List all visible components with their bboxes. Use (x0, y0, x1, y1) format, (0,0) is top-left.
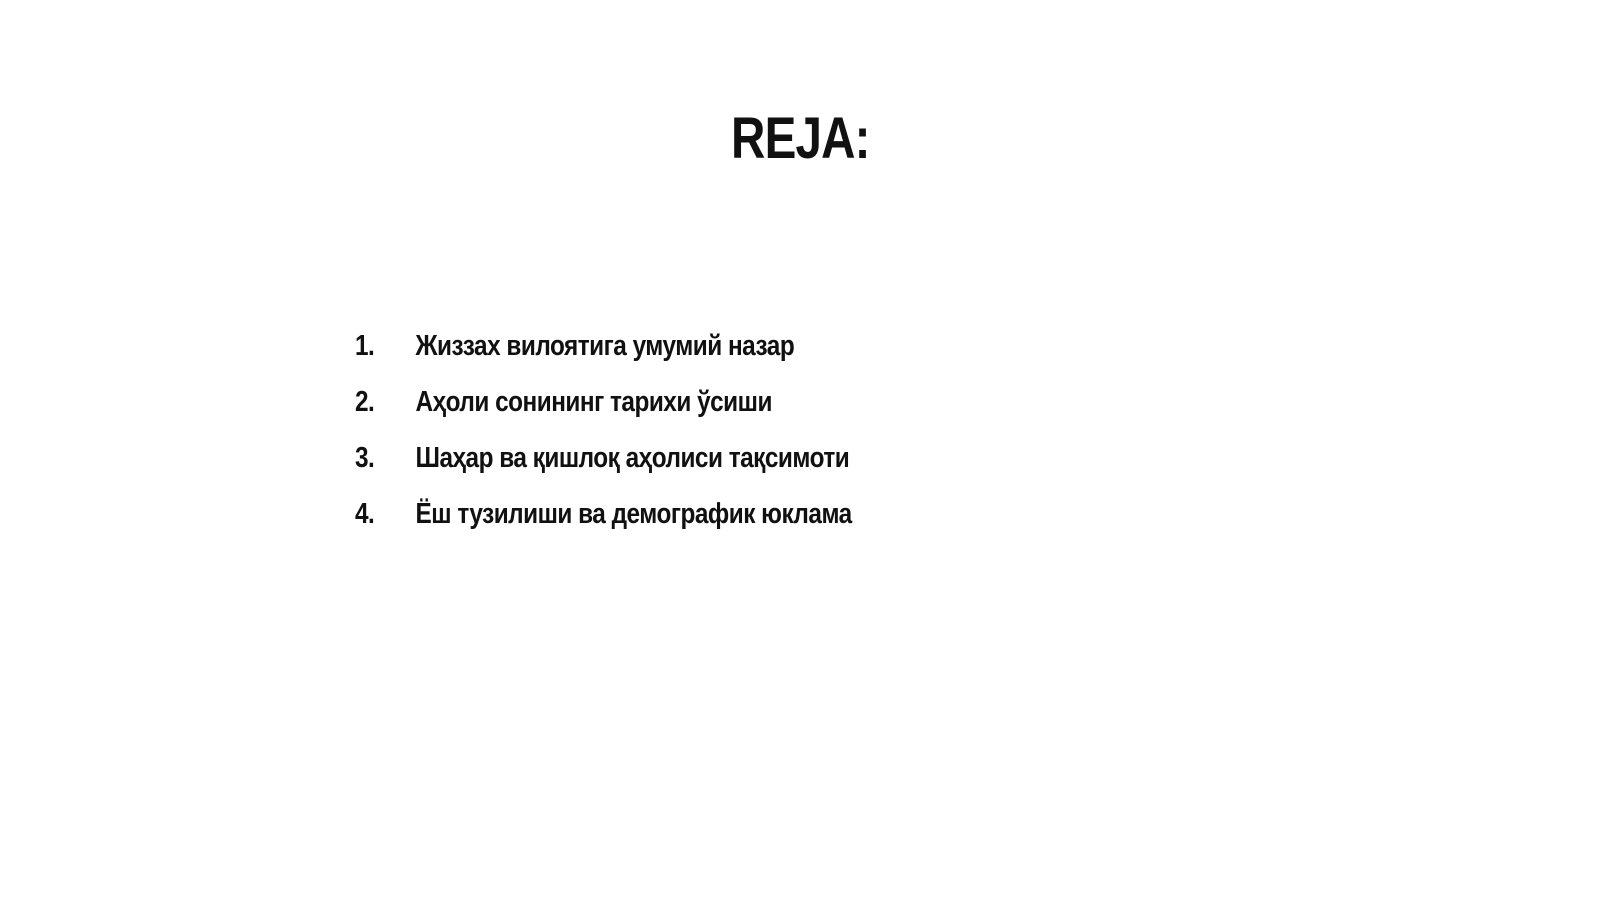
list-item (355, 494, 852, 550)
plan-list (355, 326, 946, 550)
list-item-number: 1. (355, 330, 375, 362)
slide-title: REJA: (731, 106, 870, 171)
list-item-number: 3. (355, 442, 375, 474)
list-item-number: 4. (355, 498, 375, 530)
list-item (355, 438, 852, 494)
list-item-text: Жиззах вилоятига умумий назар (415, 330, 795, 362)
list-item-text: Аҳоли сонининг тарихи ўсиши (415, 386, 772, 418)
list-item (355, 382, 852, 438)
list-item-number: 2. (355, 386, 375, 418)
list-item (355, 326, 852, 382)
list-item-text: Шаҳар ва қишлоқ аҳолиси тақсимоти (415, 442, 850, 474)
list-item-text: Ёш тузилиши ва демографик юклама (415, 498, 852, 530)
